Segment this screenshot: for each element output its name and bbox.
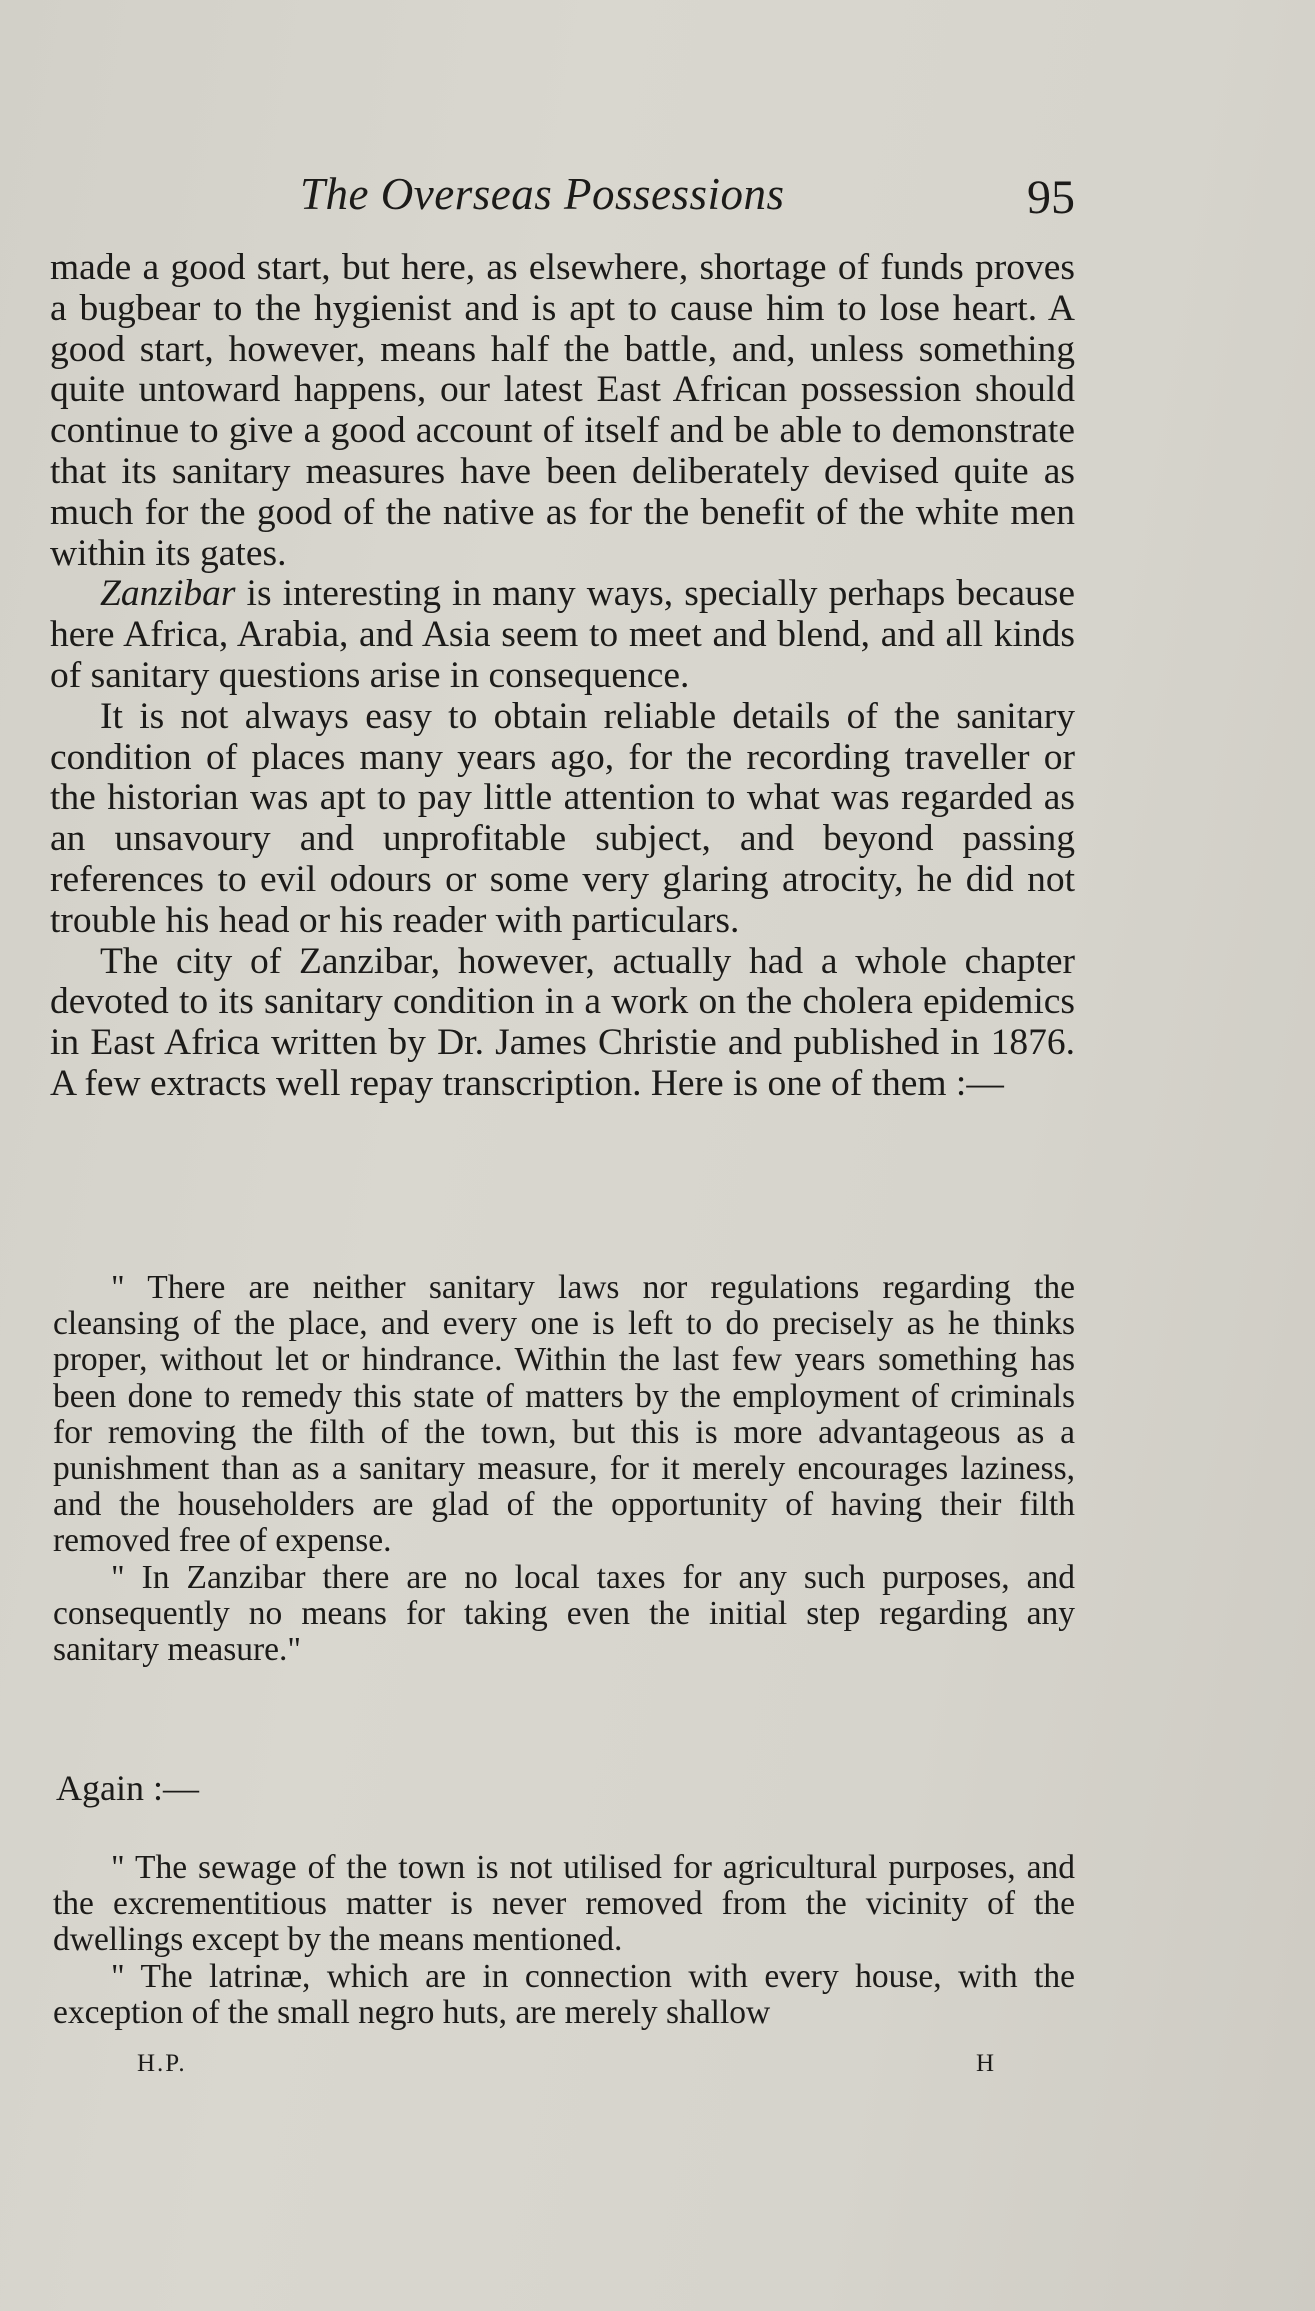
block-quote	[53, 1850, 1075, 2031]
transition-text: Again :—	[56, 1768, 199, 1808]
quote-paragraph: " In Zanzibar there are no local taxes for any such purposes, and consequently no means for taking even the initial step regarding any sanitary measure."	[53, 1558, 1075, 1669]
quote-paragraph: " There are neither sanitary laws nor regulations regarding the cleansing of the place, and every one is left to do precisely as he thinks proper, without let or hindrance. Within the last few years something has been done to remedy this state of matters by the employment of criminals for removing the filth of the town, but this is more advantageous as a punishment than as a sanitary measure, for it merely encourages laziness, and the householders are glad of the opportunity of having their filth removed free of expense.	[53, 1269, 1075, 1560]
signature-mark: H.P.	[137, 2050, 187, 2077]
page-number: 95	[1027, 171, 1075, 224]
quote-paragraph: " The latrinæ, which are in connection with every house, with the exception of the small negro huts, are merely shallow	[53, 1957, 1075, 2031]
body-paragraph-text: is interesting in many ways, specially perhaps because here Africa, Arabia, and Asia seem to meet and blend, and all kinds of sanitary questions arise in consequence.	[50, 573, 1075, 696]
running-head	[50, 168, 1075, 228]
running-title: The Overseas Possessions	[300, 169, 785, 219]
body-paragraph: It is not always easy to obtain reliable details of the sanitary condition of places many years ago, for the recording traveller or the historian was apt to pay little attention to what was regarded as an unsavoury and unprofitable subject, and beyond passing references to evil odours or some very glaring atrocity, he did not trouble his head or his reader with particulars.	[50, 695, 1075, 941]
block-quote	[53, 1270, 1075, 1668]
place-name-italic: Zanzibar	[100, 573, 236, 615]
body-paragraph: The city of Zanzibar, however, actually had a whole chapter devoted to its sanitary condition in a work on the cholera epidemics in East Africa written by Dr. James Christie and published in 1876. A few extracts well repay transcription. Here is one of them :—	[50, 940, 1075, 1104]
signature-letter: H	[976, 2050, 995, 2077]
body-paragraph	[50, 574, 1075, 696]
quote-paragraph: " The sewage of the town is not utilised for agricultural purposes, and the excrementitious matter is never removed from the vicinity of the dwellings except by the means mentioned.	[53, 1849, 1075, 1959]
body-paragraph: made a good start, but here, as elsewhere, shortage of funds proves a bugbear to the hygienist and is apt to cause him to lose heart. A good start, however, means half the battle, and, unless something quite untoward happens, our latest East African possession should continue to give a good account of itself and be able to demonstrate that its sanitary measures have been deliberately devised quite as much for the good of the native as for the benefit of the white men within its gates.	[50, 247, 1075, 574]
body-text	[50, 248, 1075, 1105]
